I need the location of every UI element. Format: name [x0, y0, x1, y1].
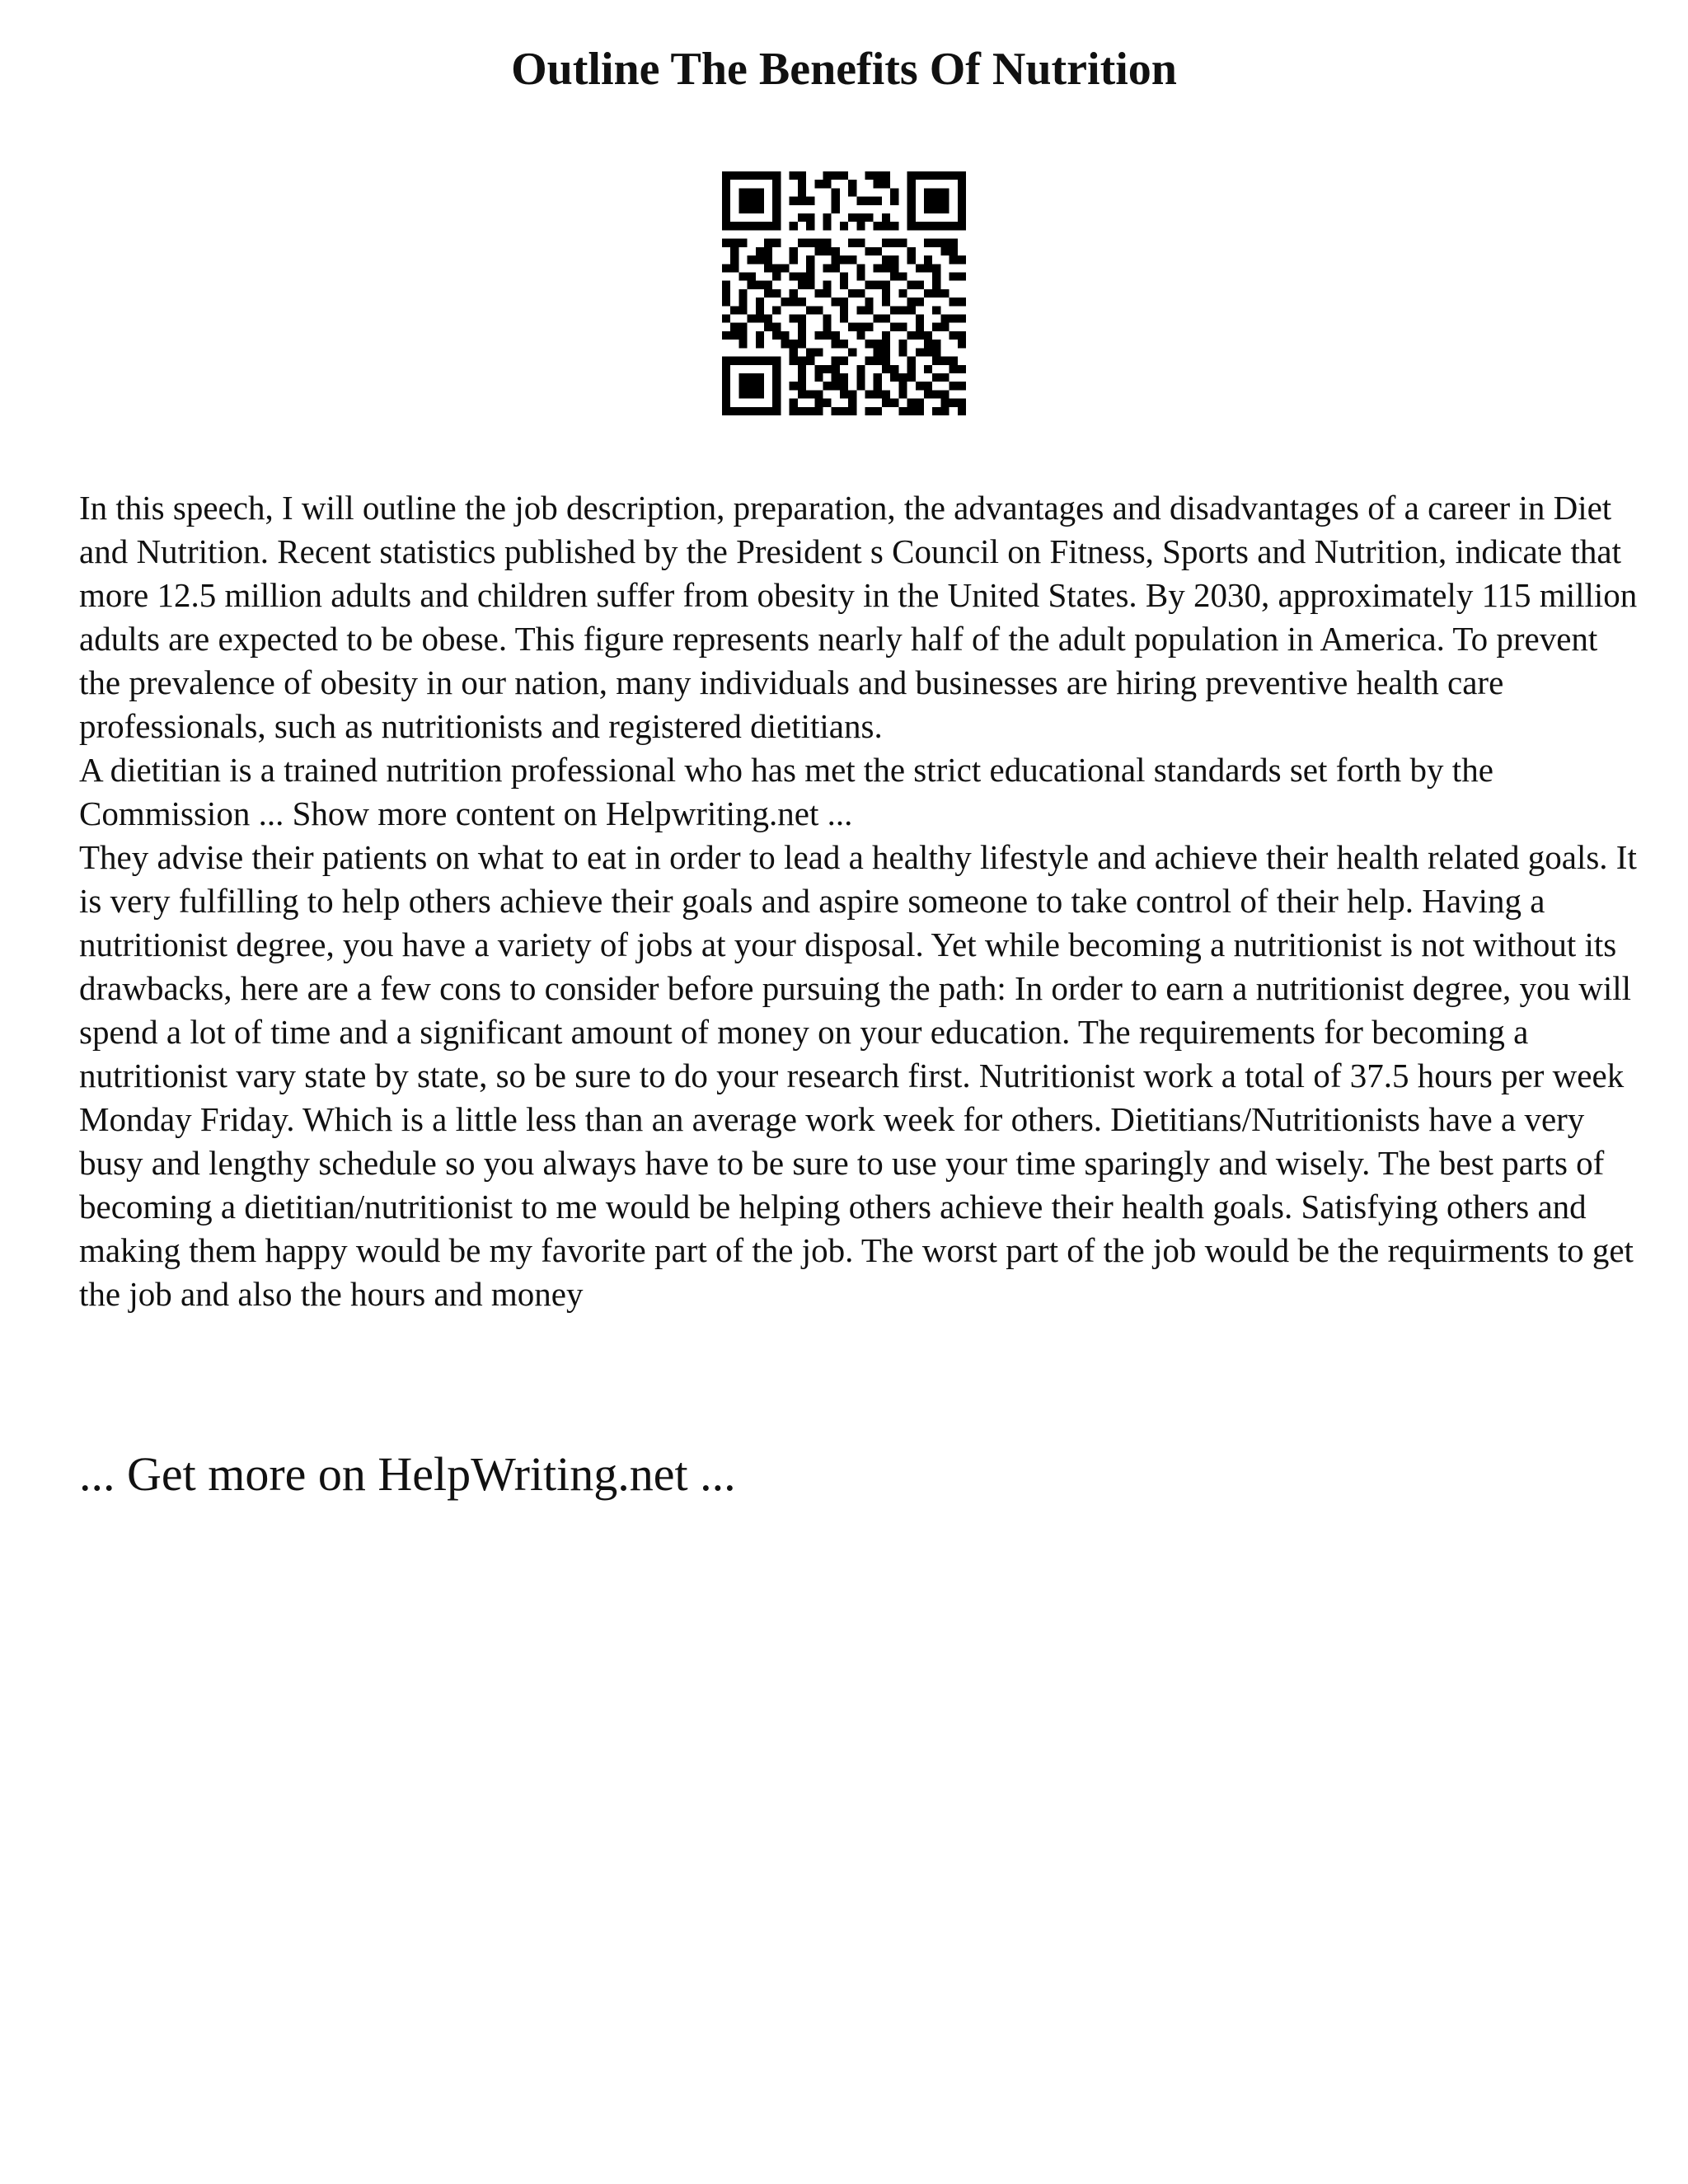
paragraph-dietitian: A dietitian is a trained nutrition professional who has met the strict educational standards set forth by the Commission ... Show more content on Helpwriting.net ...: [79, 751, 1493, 832]
get-more-link[interactable]: ... Get more on HelpWriting.net ...: [79, 1447, 736, 1501]
article-body: [79, 486, 1645, 1316]
paragraph-pros-cons: They advise their patients on what to eat in order to lead a healthy lifestyle and achieve their health related goals. It is very fulfilling to help others achieve their goals and aspire someone to take control of their help. Having a nutritionist degree, you have a variety of jobs at your disposal. Yet while becoming a nutritionist is not without its drawbacks, here are a few cons to consider before pursuing the path: In order to earn a nutritionist degree, you will spend a lot of time and a significant amount of money on your education. The requirements for becoming a nutritionist vary state by state, so be sure to do your research first. Nutritionist work a total of 37.5 hours per week Monday Friday. Which is a little less than an average work week for others. Dietitians/Nutritionists have a very busy and lengthy schedule so you always have to be sure to use your time sparingly and wisely. The best parts of becoming a dietitian/nutritionist to me would be helping others achieve their health goals. Satisfying others and making them happy would be my favorite part of the job. The worst part of the job would be the requirments to get the job and also the hours and money: [79, 838, 1637, 1313]
qr-code-icon[interactable]: [722, 171, 966, 415]
paragraph-intro: In this speech, I will outline the job description, preparation, the advantages and disadvantages of a career in Diet and Nutrition. Recent statistics published by the President s Council on Fitness, Sports and Nutrition, indicate that more 12.5 million adults and children suffer from obesity in the United States. By 2030, approximately 115 million adults are expected to be obese. This figure represents nearly half of the adult population in America. To prevent the prevalence of obesity in our nation, many individuals and businesses are hiring preventive health care professionals, such as nutritionists and registered dietitians.: [79, 489, 1638, 745]
document-title: Outline The Benefits Of Nutrition: [511, 44, 1177, 95]
